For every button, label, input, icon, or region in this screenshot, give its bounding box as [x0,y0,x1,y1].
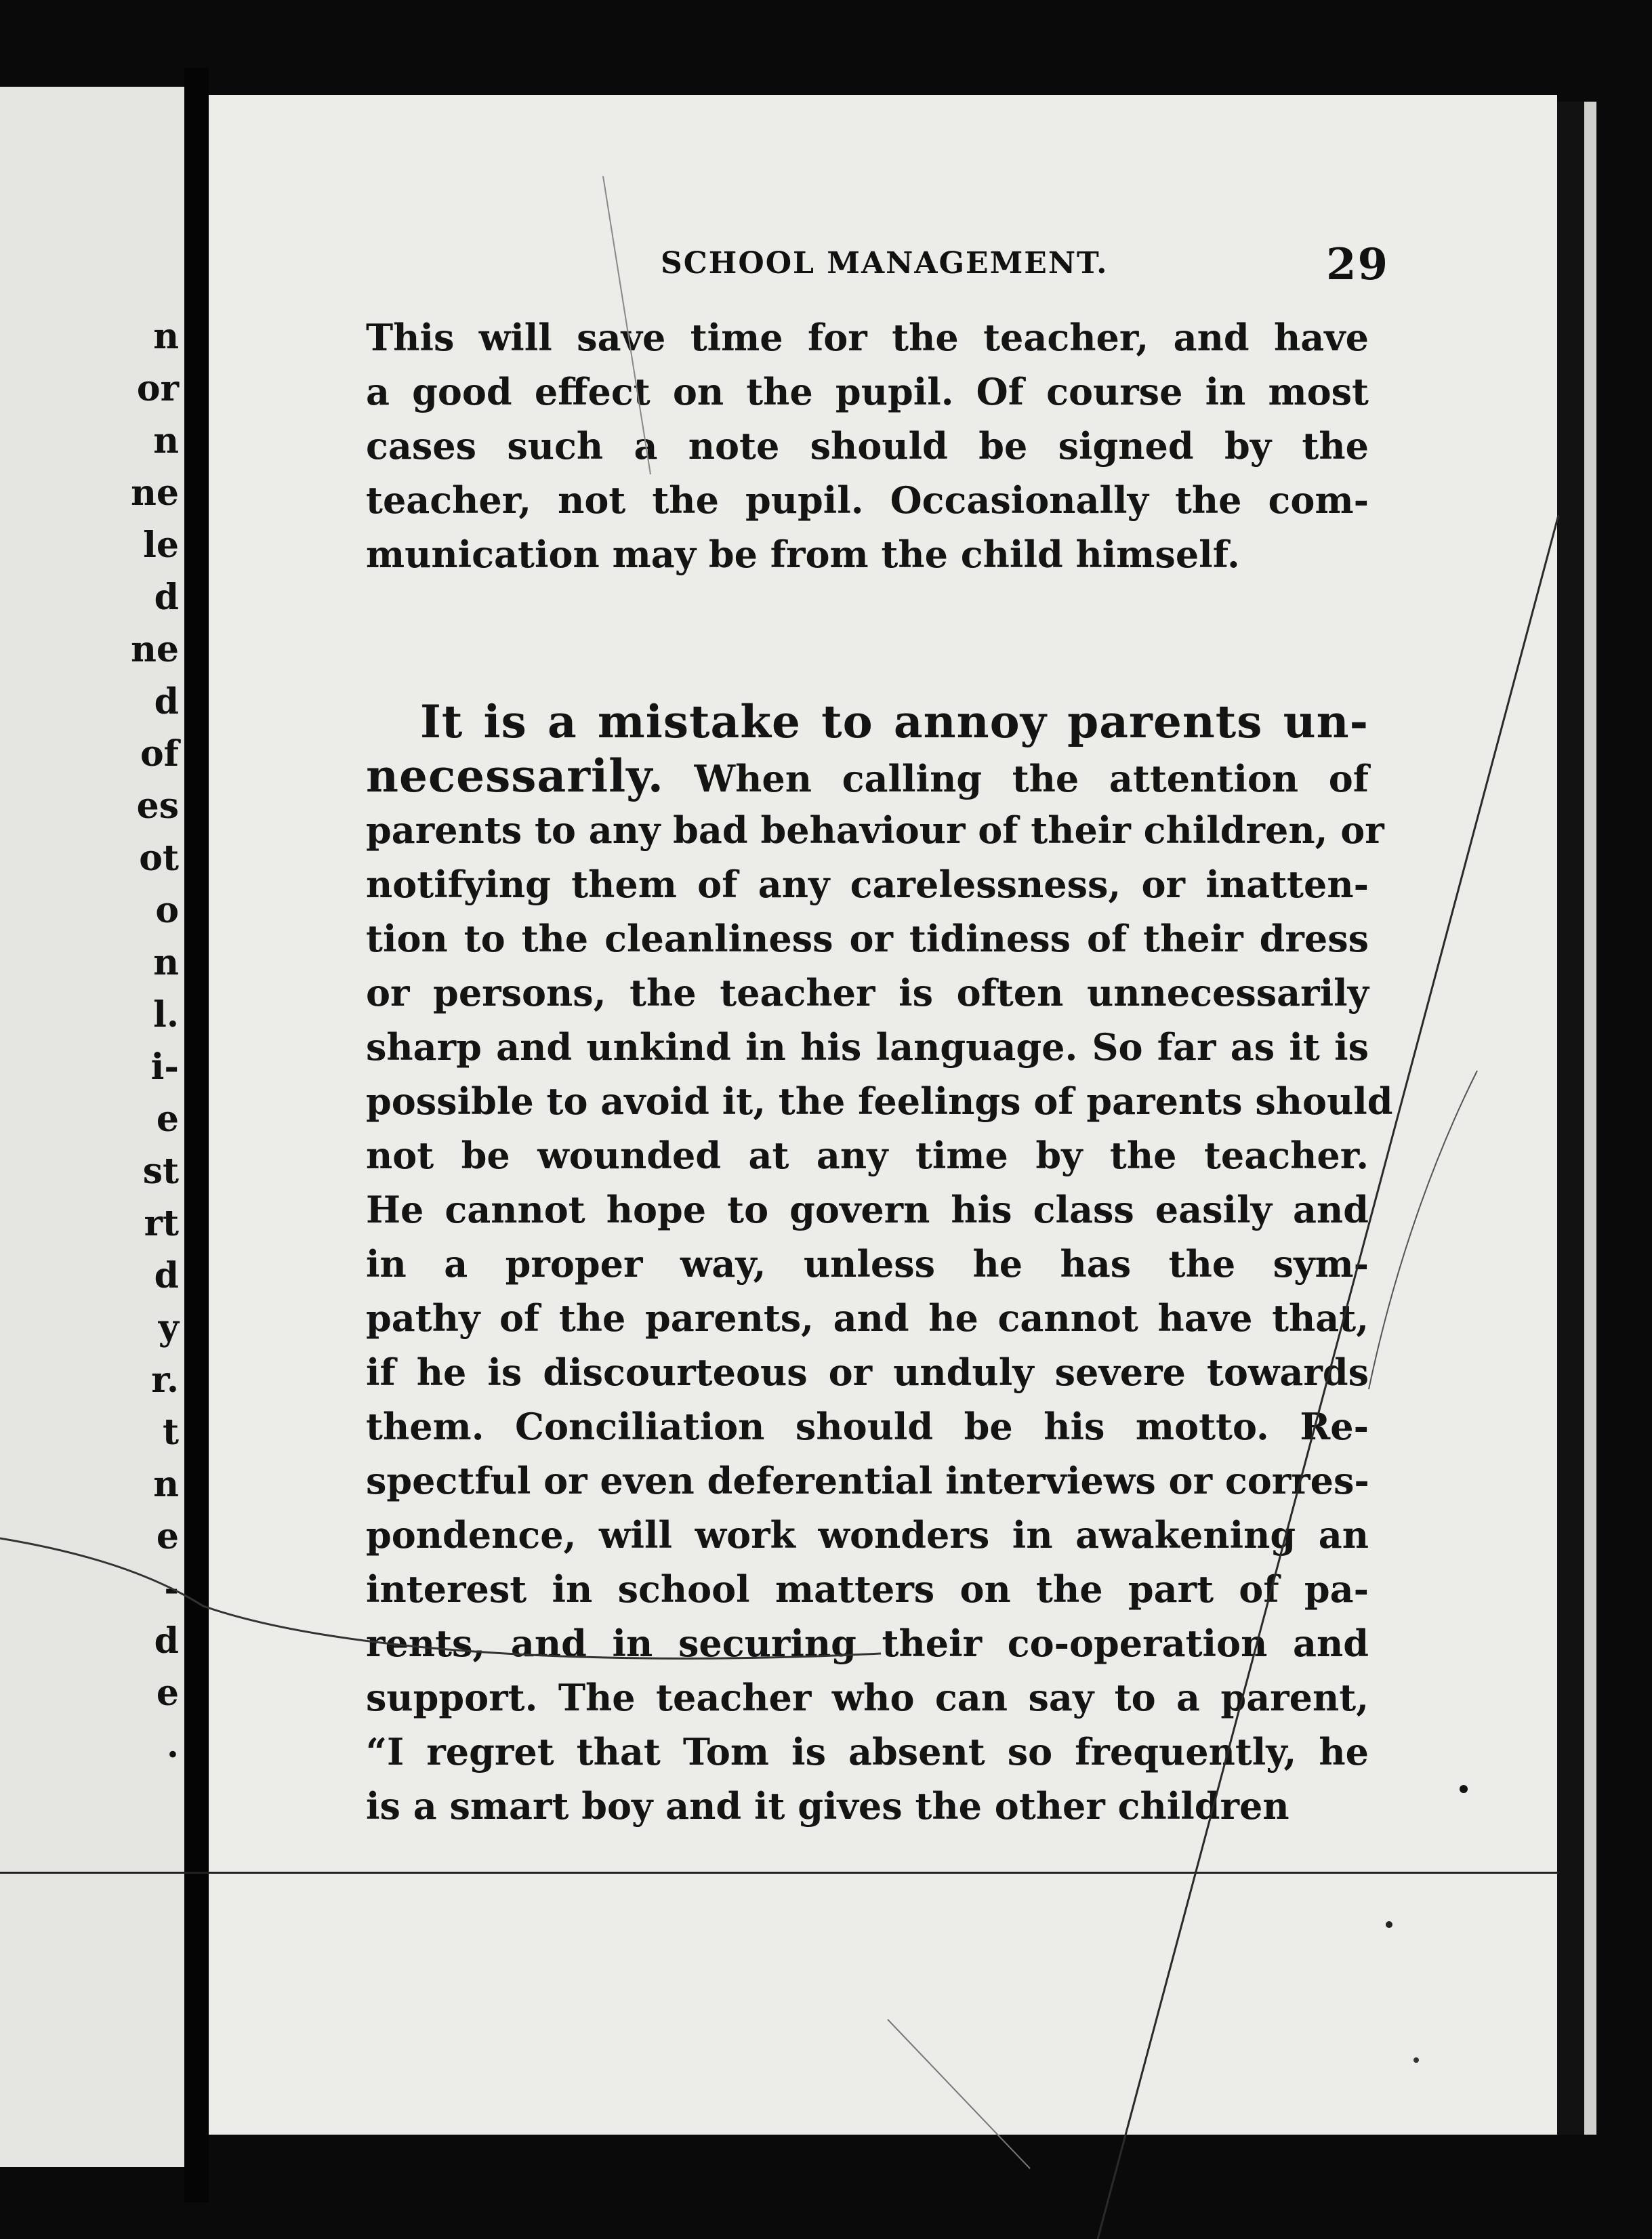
fragment: d [154,1255,179,1296]
scratch-line [888,2019,1030,2169]
text-line: interest in school matters on the part of pa- [366,1567,1369,1611]
text-line: support. The teacher who can say to a parent, [366,1676,1369,1719]
text-line: rents, and in securing their co-operation and [366,1622,1369,1665]
text-line: pathy of the parents, and he cannot have that, [366,1296,1369,1340]
text-line: sharp and unkind in his language. So far as it is [366,1025,1369,1069]
fragment: es [136,785,179,827]
fragment: ne [131,629,179,670]
text-line: them. Conciliation should be his motto. Re- [366,1405,1369,1448]
text-line: tion to the cleanliness or tidiness of their dress [366,917,1369,960]
text-line: This will save time for the teacher, and have [366,316,1369,359]
text-line: notifying them of any carelessness, or inatten- [366,863,1369,906]
fragment: y [158,1307,179,1349]
text-line: “I regret that Tom is absent so frequently, he [366,1730,1369,1773]
fragment: rt [144,1203,179,1244]
speck [1386,1921,1392,1928]
fragment: n [153,942,179,983]
text-line: parents to any bad behaviour of their children, or [366,808,1384,852]
fragment: st [142,1151,179,1192]
fragment: i- [150,1046,179,1088]
text-line: possible to avoid it, the feelings of parents should [366,1080,1393,1123]
text-line: not be wounded at any time by the teacher. [366,1134,1369,1177]
fragment: le [143,525,179,566]
scratch-line [0,1538,881,1658]
fragment: n [153,1464,179,1505]
fragment: d [154,1620,179,1662]
text-line: in a proper way, unless he has the sym- [366,1242,1369,1286]
fragment: ot [139,838,179,879]
text-line: munication may be from the child himself. [366,533,1240,576]
fragment: r. [151,1359,179,1401]
fragment: e [156,1672,179,1714]
fragment: t [162,1412,179,1453]
fragment: - [164,1568,179,1609]
text-line: is a smart boy and it gives the other children [366,1784,1289,1828]
fragment: e [156,1516,179,1557]
scratch-line [1369,1071,1477,1389]
speck [1460,1785,1468,1793]
fragment: or [136,368,179,409]
fragment: n [153,420,179,461]
lead-sentence-line: It is a mistake to annoy parents un- [420,695,1369,748]
fragment: of [140,733,179,775]
page-number: 29 [1325,239,1389,290]
text-line: teacher, not the pupil. Occasionally the com- [366,478,1369,522]
text-line: He cannot hope to govern his class easily and [366,1188,1369,1231]
fragment: d [154,681,179,722]
fragment: e [156,1098,179,1140]
fragment: ne [131,472,179,514]
fragment: d [154,577,179,618]
lead-sentence-end: necessarily. [366,749,664,802]
fragment: o [155,890,179,931]
fragment: l. [153,994,179,1035]
text-line: cases such a note should be signed by the [366,424,1369,468]
running-title: SCHOOL MANAGEMENT. [661,246,1109,281]
text-line: if he is discourteous or unduly severe towards [366,1351,1369,1394]
fragment: n [153,316,179,357]
fragment: . [166,1725,179,1766]
text-line: spectful or even deferential interviews or corres- [366,1459,1369,1502]
scratch-line [603,176,651,474]
sentence-start: When calling the attention of [663,757,1369,800]
text-line: or persons, the teacher is often unnecessarily [366,971,1369,1014]
speck [1413,2057,1419,2063]
text-line: pondence, will work wonders in awakening an [366,1513,1369,1557]
text-line: a good effect on the pupil. Of course in most [366,370,1369,413]
scratch-line [1098,515,1558,2239]
